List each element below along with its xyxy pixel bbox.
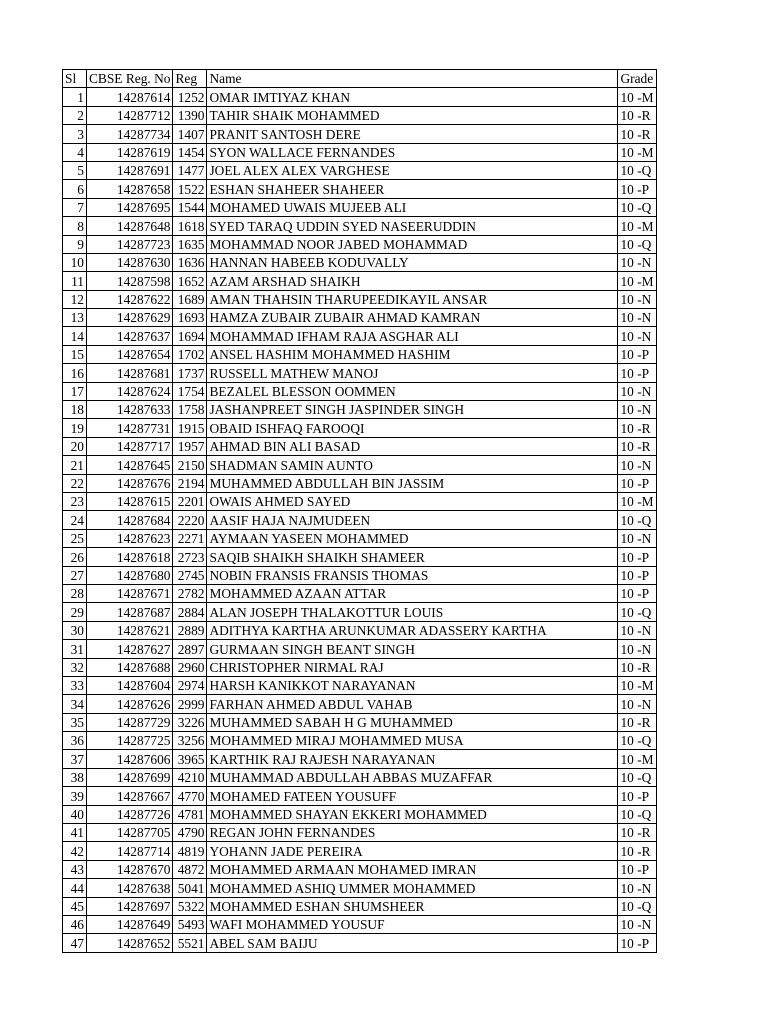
header-name: Name xyxy=(207,70,618,88)
cell-grade: 10 -N xyxy=(618,529,656,547)
cell-cbse-reg-no: 14287676 xyxy=(87,474,173,492)
cell-cbse-reg-no: 14287633 xyxy=(87,401,173,419)
cell-sl: 20 xyxy=(63,437,87,455)
cell-name: WAFI MOHAMMED YOUSUF xyxy=(207,915,618,933)
cell-sl: 46 xyxy=(63,915,87,933)
cell-grade: 10 -R xyxy=(618,713,656,731)
cell-reg: 2889 xyxy=(173,621,207,639)
cell-name: AHMAD BIN ALI BASAD xyxy=(207,437,618,455)
cell-cbse-reg-no: 14287671 xyxy=(87,584,173,602)
cell-name: ABEL SAM BAIJU xyxy=(207,934,618,952)
cell-name: GURMAAN SINGH BEANT SINGH xyxy=(207,640,618,658)
table-row xyxy=(63,805,657,823)
cell-sl: 13 xyxy=(63,309,87,327)
cell-name: MOHAMED UWAIS MUJEEB ALI xyxy=(207,198,618,216)
cell-sl: 18 xyxy=(63,401,87,419)
cell-grade: 10 -N xyxy=(618,621,656,639)
cell-cbse-reg-no: 14287667 xyxy=(87,787,173,805)
table-row xyxy=(63,309,657,327)
cell-sl: 14 xyxy=(63,327,87,345)
cell-reg: 2201 xyxy=(173,492,207,510)
table-row xyxy=(63,603,657,621)
cell-reg: 2150 xyxy=(173,456,207,474)
cell-reg: 1652 xyxy=(173,272,207,290)
cell-sl: 36 xyxy=(63,732,87,750)
cell-reg: 1522 xyxy=(173,180,207,198)
cell-grade: 10 -Q xyxy=(618,235,656,253)
cell-grade: 10 -M xyxy=(618,88,656,106)
cell-name: FARHAN AHMED ABDUL VAHAB xyxy=(207,695,618,713)
cell-reg: 4790 xyxy=(173,824,207,842)
cell-grade: 10 -N xyxy=(618,915,656,933)
cell-name: MOHAMMED ESHAN SHUMSHEER xyxy=(207,897,618,915)
cell-cbse-reg-no: 14287648 xyxy=(87,217,173,235)
cell-grade: 10 -R xyxy=(618,824,656,842)
cell-grade: 10 -M xyxy=(618,750,656,768)
table-row xyxy=(63,364,657,382)
cell-cbse-reg-no: 14287618 xyxy=(87,548,173,566)
header-reg: Reg xyxy=(173,70,207,88)
cell-cbse-reg-no: 14287638 xyxy=(87,879,173,897)
cell-reg: 1754 xyxy=(173,382,207,400)
cell-reg: 3226 xyxy=(173,713,207,731)
cell-cbse-reg-no: 14287695 xyxy=(87,198,173,216)
table-row xyxy=(63,492,657,510)
cell-name: OWAIS AHMED SAYED xyxy=(207,492,618,510)
table-row xyxy=(63,437,657,455)
cell-sl: 32 xyxy=(63,658,87,676)
table-row xyxy=(63,768,657,786)
cell-sl: 28 xyxy=(63,584,87,602)
cell-name: HARSH KANIKKOT NARAYANAN xyxy=(207,676,618,694)
cell-sl: 30 xyxy=(63,621,87,639)
cell-name: PRANIT SANTOSH DERE xyxy=(207,125,618,143)
cell-sl: 6 xyxy=(63,180,87,198)
cell-grade: 10 -P xyxy=(618,787,656,805)
cell-reg: 2271 xyxy=(173,529,207,547)
table-row xyxy=(63,401,657,419)
cell-name: HAMZA ZUBAIR ZUBAIR AHMAD KAMRAN xyxy=(207,309,618,327)
table-row xyxy=(63,474,657,492)
table-row xyxy=(63,621,657,639)
cell-name: SHADMAN SAMIN AUNTO xyxy=(207,456,618,474)
table-row xyxy=(63,382,657,400)
cell-grade: 10 -Q xyxy=(618,511,656,529)
cell-reg: 1544 xyxy=(173,198,207,216)
cell-grade: 10 -P xyxy=(618,345,656,363)
table-row xyxy=(63,842,657,860)
cell-reg: 5493 xyxy=(173,915,207,933)
cell-grade: 10 -R xyxy=(618,419,656,437)
cell-sl: 47 xyxy=(63,934,87,952)
cell-cbse-reg-no: 14287697 xyxy=(87,897,173,915)
cell-name: CHRISTOPHER NIRMAL RAJ xyxy=(207,658,618,676)
cell-reg: 1618 xyxy=(173,217,207,235)
cell-cbse-reg-no: 14287637 xyxy=(87,327,173,345)
cell-reg: 4819 xyxy=(173,842,207,860)
cell-reg: 3256 xyxy=(173,732,207,750)
cell-grade: 10 -R xyxy=(618,842,656,860)
cell-cbse-reg-no: 14287699 xyxy=(87,768,173,786)
cell-name: SAQIB SHAIKH SHAIKH SHAMEER xyxy=(207,548,618,566)
cell-grade: 10 -R xyxy=(618,125,656,143)
cell-name: MUHAMMED SABAH H G MUHAMMED xyxy=(207,713,618,731)
cell-cbse-reg-no: 14287729 xyxy=(87,713,173,731)
cell-grade: 10 -N xyxy=(618,290,656,308)
cell-reg: 2745 xyxy=(173,566,207,584)
table-body xyxy=(63,88,657,952)
cell-grade: 10 -N xyxy=(618,382,656,400)
table-row xyxy=(63,235,657,253)
cell-cbse-reg-no: 14287654 xyxy=(87,345,173,363)
cell-grade: 10 -P xyxy=(618,364,656,382)
cell-grade: 10 -P xyxy=(618,180,656,198)
cell-reg: 3965 xyxy=(173,750,207,768)
table-row xyxy=(63,456,657,474)
cell-sl: 35 xyxy=(63,713,87,731)
cell-grade: 10 -P xyxy=(618,860,656,878)
cell-sl: 42 xyxy=(63,842,87,860)
cell-reg: 2194 xyxy=(173,474,207,492)
cell-name: MUHAMMED ABDULLAH BIN JASSIM xyxy=(207,474,618,492)
cell-cbse-reg-no: 14287622 xyxy=(87,290,173,308)
cell-cbse-reg-no: 14287626 xyxy=(87,695,173,713)
cell-sl: 5 xyxy=(63,161,87,179)
cell-sl: 16 xyxy=(63,364,87,382)
cell-sl: 8 xyxy=(63,217,87,235)
cell-name: ALAN JOSEPH THALAKOTTUR LOUIS xyxy=(207,603,618,621)
table-row xyxy=(63,713,657,731)
cell-grade: 10 -N xyxy=(618,309,656,327)
cell-sl: 10 xyxy=(63,253,87,271)
table-row xyxy=(63,345,657,363)
cell-cbse-reg-no: 14287705 xyxy=(87,824,173,842)
header-grade: Grade xyxy=(618,70,656,88)
cell-sl: 34 xyxy=(63,695,87,713)
table-row xyxy=(63,548,657,566)
table-row xyxy=(63,695,657,713)
table-row xyxy=(63,272,657,290)
cell-cbse-reg-no: 14287658 xyxy=(87,180,173,198)
cell-cbse-reg-no: 14287630 xyxy=(87,253,173,271)
cell-sl: 1 xyxy=(63,88,87,106)
cell-cbse-reg-no: 14287619 xyxy=(87,143,173,161)
cell-name: MOHAMMED ASHIQ UMMER MOHAMMED xyxy=(207,879,618,897)
table-row xyxy=(63,290,657,308)
cell-grade: 10 -P xyxy=(618,548,656,566)
cell-reg: 4781 xyxy=(173,805,207,823)
cell-cbse-reg-no: 14287734 xyxy=(87,125,173,143)
table-row xyxy=(63,584,657,602)
cell-name: MOHAMMED SHAYAN EKKERI MOHAMMED xyxy=(207,805,618,823)
cell-sl: 31 xyxy=(63,640,87,658)
cell-cbse-reg-no: 14287670 xyxy=(87,860,173,878)
cell-cbse-reg-no: 14287681 xyxy=(87,364,173,382)
cell-name: HANNAN HABEEB KODUVALLY xyxy=(207,253,618,271)
cell-cbse-reg-no: 14287645 xyxy=(87,456,173,474)
table-row xyxy=(63,143,657,161)
cell-reg: 1694 xyxy=(173,327,207,345)
cell-grade: 10 -N xyxy=(618,401,656,419)
table-row xyxy=(63,511,657,529)
cell-sl: 44 xyxy=(63,879,87,897)
cell-reg: 4872 xyxy=(173,860,207,878)
table-row xyxy=(63,915,657,933)
cell-cbse-reg-no: 14287624 xyxy=(87,382,173,400)
cell-sl: 43 xyxy=(63,860,87,878)
table-row xyxy=(63,658,657,676)
cell-reg: 1758 xyxy=(173,401,207,419)
cell-name: ADITHYA KARTHA ARUNKUMAR ADASSERY KARTHA xyxy=(207,621,618,639)
cell-cbse-reg-no: 14287688 xyxy=(87,658,173,676)
cell-reg: 2884 xyxy=(173,603,207,621)
cell-grade: 10 -P xyxy=(618,566,656,584)
cell-reg: 1252 xyxy=(173,88,207,106)
cell-reg: 2220 xyxy=(173,511,207,529)
cell-name: ANSEL HASHIM MOHAMMED HASHIM xyxy=(207,345,618,363)
cell-name: JOEL ALEX ALEX VARGHESE xyxy=(207,161,618,179)
table-row xyxy=(63,327,657,345)
cell-grade: 10 -N xyxy=(618,253,656,271)
cell-reg: 5521 xyxy=(173,934,207,952)
cell-sl: 3 xyxy=(63,125,87,143)
cell-sl: 24 xyxy=(63,511,87,529)
cell-grade: 10 -Q xyxy=(618,603,656,621)
cell-cbse-reg-no: 14287649 xyxy=(87,915,173,933)
table-row xyxy=(63,879,657,897)
cell-cbse-reg-no: 14287627 xyxy=(87,640,173,658)
cell-reg: 1454 xyxy=(173,143,207,161)
cell-grade: 10 -Q xyxy=(618,161,656,179)
cell-grade: 10 -M xyxy=(618,272,656,290)
cell-sl: 27 xyxy=(63,566,87,584)
cell-cbse-reg-no: 14287691 xyxy=(87,161,173,179)
table-row xyxy=(63,198,657,216)
table-row xyxy=(63,824,657,842)
table-row xyxy=(63,860,657,878)
cell-cbse-reg-no: 14287717 xyxy=(87,437,173,455)
cell-cbse-reg-no: 14287614 xyxy=(87,88,173,106)
cell-sl: 25 xyxy=(63,529,87,547)
cell-sl: 4 xyxy=(63,143,87,161)
cell-sl: 38 xyxy=(63,768,87,786)
cell-reg: 1407 xyxy=(173,125,207,143)
cell-reg: 1636 xyxy=(173,253,207,271)
cell-cbse-reg-no: 14287606 xyxy=(87,750,173,768)
table-row xyxy=(63,529,657,547)
cell-reg: 1693 xyxy=(173,309,207,327)
cell-name: MUHAMMAD ABDULLAH ABBAS MUZAFFAR xyxy=(207,768,618,786)
cell-cbse-reg-no: 14287621 xyxy=(87,621,173,639)
cell-grade: 10 -N xyxy=(618,640,656,658)
cell-cbse-reg-no: 14287604 xyxy=(87,676,173,694)
table-row xyxy=(63,88,657,106)
table-row xyxy=(63,787,657,805)
cell-cbse-reg-no: 14287687 xyxy=(87,603,173,621)
cell-name: MOHAMMAD IFHAM RAJA ASGHAR ALI xyxy=(207,327,618,345)
cell-reg: 2999 xyxy=(173,695,207,713)
cell-reg: 2897 xyxy=(173,640,207,658)
cell-name: SYON WALLACE FERNANDES xyxy=(207,143,618,161)
cell-reg: 1689 xyxy=(173,290,207,308)
table-row xyxy=(63,161,657,179)
cell-grade: 10 -Q xyxy=(618,768,656,786)
cell-sl: 9 xyxy=(63,235,87,253)
cell-cbse-reg-no: 14287731 xyxy=(87,419,173,437)
cell-grade: 10 -R xyxy=(618,658,656,676)
cell-reg: 4210 xyxy=(173,768,207,786)
cell-grade: 10 -M xyxy=(618,217,656,235)
cell-name: KARTHIK RAJ RAJESH NARAYANAN xyxy=(207,750,618,768)
cell-sl: 26 xyxy=(63,548,87,566)
cell-grade: 10 -P xyxy=(618,584,656,602)
cell-name: AASIF HAJA NAJMUDEEN xyxy=(207,511,618,529)
cell-reg: 2723 xyxy=(173,548,207,566)
cell-sl: 40 xyxy=(63,805,87,823)
cell-sl: 41 xyxy=(63,824,87,842)
cell-grade: 10 -P xyxy=(618,934,656,952)
header-sl: Sl xyxy=(63,70,87,88)
cell-name: AYMAAN YASEEN MOHAMMED xyxy=(207,529,618,547)
cell-cbse-reg-no: 14287623 xyxy=(87,529,173,547)
cell-name: REGAN JOHN FERNANDES xyxy=(207,824,618,842)
cell-sl: 39 xyxy=(63,787,87,805)
cell-sl: 21 xyxy=(63,456,87,474)
cell-sl: 12 xyxy=(63,290,87,308)
cell-cbse-reg-no: 14287726 xyxy=(87,805,173,823)
cell-reg: 4770 xyxy=(173,787,207,805)
cell-reg: 1477 xyxy=(173,161,207,179)
cell-sl: 22 xyxy=(63,474,87,492)
cell-name: BEZALEL BLESSON OOMMEN xyxy=(207,382,618,400)
cell-name: AZAM ARSHAD SHAIKH xyxy=(207,272,618,290)
cell-grade: 10 -N xyxy=(618,456,656,474)
cell-sl: 37 xyxy=(63,750,87,768)
header-cbse-reg-no: CBSE Reg. No xyxy=(87,70,173,88)
cell-sl: 11 xyxy=(63,272,87,290)
cell-name: YOHANN JADE PEREIRA xyxy=(207,842,618,860)
table-row xyxy=(63,125,657,143)
table-row xyxy=(63,106,657,124)
cell-sl: 2 xyxy=(63,106,87,124)
cell-name: SYED TARAQ UDDIN SYED NASEERUDDIN xyxy=(207,217,618,235)
cell-name: ESHAN SHAHEER SHAHEER xyxy=(207,180,618,198)
cell-reg: 5041 xyxy=(173,879,207,897)
cell-grade: 10 -Q xyxy=(618,805,656,823)
cell-sl: 33 xyxy=(63,676,87,694)
cell-name: OBAID ISHFAQ FAROOQI xyxy=(207,419,618,437)
cell-reg: 2782 xyxy=(173,584,207,602)
cell-cbse-reg-no: 14287652 xyxy=(87,934,173,952)
cell-grade: 10 -Q xyxy=(618,732,656,750)
table-row xyxy=(63,934,657,952)
cell-cbse-reg-no: 14287712 xyxy=(87,106,173,124)
cell-sl: 19 xyxy=(63,419,87,437)
cell-grade: 10 -M xyxy=(618,143,656,161)
cell-cbse-reg-no: 14287714 xyxy=(87,842,173,860)
cell-sl: 17 xyxy=(63,382,87,400)
cell-grade: 10 -M xyxy=(618,492,656,510)
cell-name: MOHAMMAD NOOR JABED MOHAMMAD xyxy=(207,235,618,253)
cell-cbse-reg-no: 14287684 xyxy=(87,511,173,529)
cell-sl: 45 xyxy=(63,897,87,915)
table-row xyxy=(63,419,657,437)
table-row xyxy=(63,217,657,235)
cell-grade: 10 -P xyxy=(618,474,656,492)
table-row xyxy=(63,640,657,658)
cell-sl: 23 xyxy=(63,492,87,510)
cell-reg: 2960 xyxy=(173,658,207,676)
cell-cbse-reg-no: 14287725 xyxy=(87,732,173,750)
cell-cbse-reg-no: 14287598 xyxy=(87,272,173,290)
cell-name: MOHAMMED MIRAJ MOHAMMED MUSA xyxy=(207,732,618,750)
cell-grade: 10 -N xyxy=(618,879,656,897)
cell-cbse-reg-no: 14287723 xyxy=(87,235,173,253)
cell-cbse-reg-no: 14287615 xyxy=(87,492,173,510)
cell-cbse-reg-no: 14287680 xyxy=(87,566,173,584)
cell-grade: 10 -N xyxy=(618,695,656,713)
cell-name: RUSSELL MATHEW MANOJ xyxy=(207,364,618,382)
table-row xyxy=(63,676,657,694)
cell-grade: 10 -R xyxy=(618,437,656,455)
cell-sl: 15 xyxy=(63,345,87,363)
cell-name: AMAN THAHSIN THARUPEEDIKAYIL ANSAR xyxy=(207,290,618,308)
cell-name: JASHANPREET SINGH JASPINDER SINGH xyxy=(207,401,618,419)
cell-reg: 1915 xyxy=(173,419,207,437)
cell-cbse-reg-no: 14287629 xyxy=(87,309,173,327)
header-row xyxy=(63,70,657,88)
cell-grade: 10 -N xyxy=(618,327,656,345)
cell-grade: 10 -Q xyxy=(618,897,656,915)
cell-reg: 5322 xyxy=(173,897,207,915)
cell-sl: 29 xyxy=(63,603,87,621)
table-row xyxy=(63,253,657,271)
cell-grade: 10 -M xyxy=(618,676,656,694)
cell-name: OMAR IMTIYAZ KHAN xyxy=(207,88,618,106)
cell-reg: 1702 xyxy=(173,345,207,363)
cell-grade: 10 -R xyxy=(618,106,656,124)
cell-name: MOHAMED FATEEN YOUSUFF xyxy=(207,787,618,805)
cell-reg: 1635 xyxy=(173,235,207,253)
table-row xyxy=(63,566,657,584)
table-row xyxy=(63,180,657,198)
table-row xyxy=(63,732,657,750)
cell-name: NOBIN FRANSIS FRANSIS THOMAS xyxy=(207,566,618,584)
student-grade-table xyxy=(62,69,657,953)
cell-reg: 1390 xyxy=(173,106,207,124)
cell-name: MOHAMMED ARMAAN MOHAMED IMRAN xyxy=(207,860,618,878)
cell-name: TAHIR SHAIK MOHAMMED xyxy=(207,106,618,124)
cell-reg: 1737 xyxy=(173,364,207,382)
table-row xyxy=(63,750,657,768)
cell-reg: 2974 xyxy=(173,676,207,694)
cell-sl: 7 xyxy=(63,198,87,216)
cell-name: MOHAMMED AZAAN ATTAR xyxy=(207,584,618,602)
table-row xyxy=(63,897,657,915)
cell-grade: 10 -Q xyxy=(618,198,656,216)
cell-reg: 1957 xyxy=(173,437,207,455)
